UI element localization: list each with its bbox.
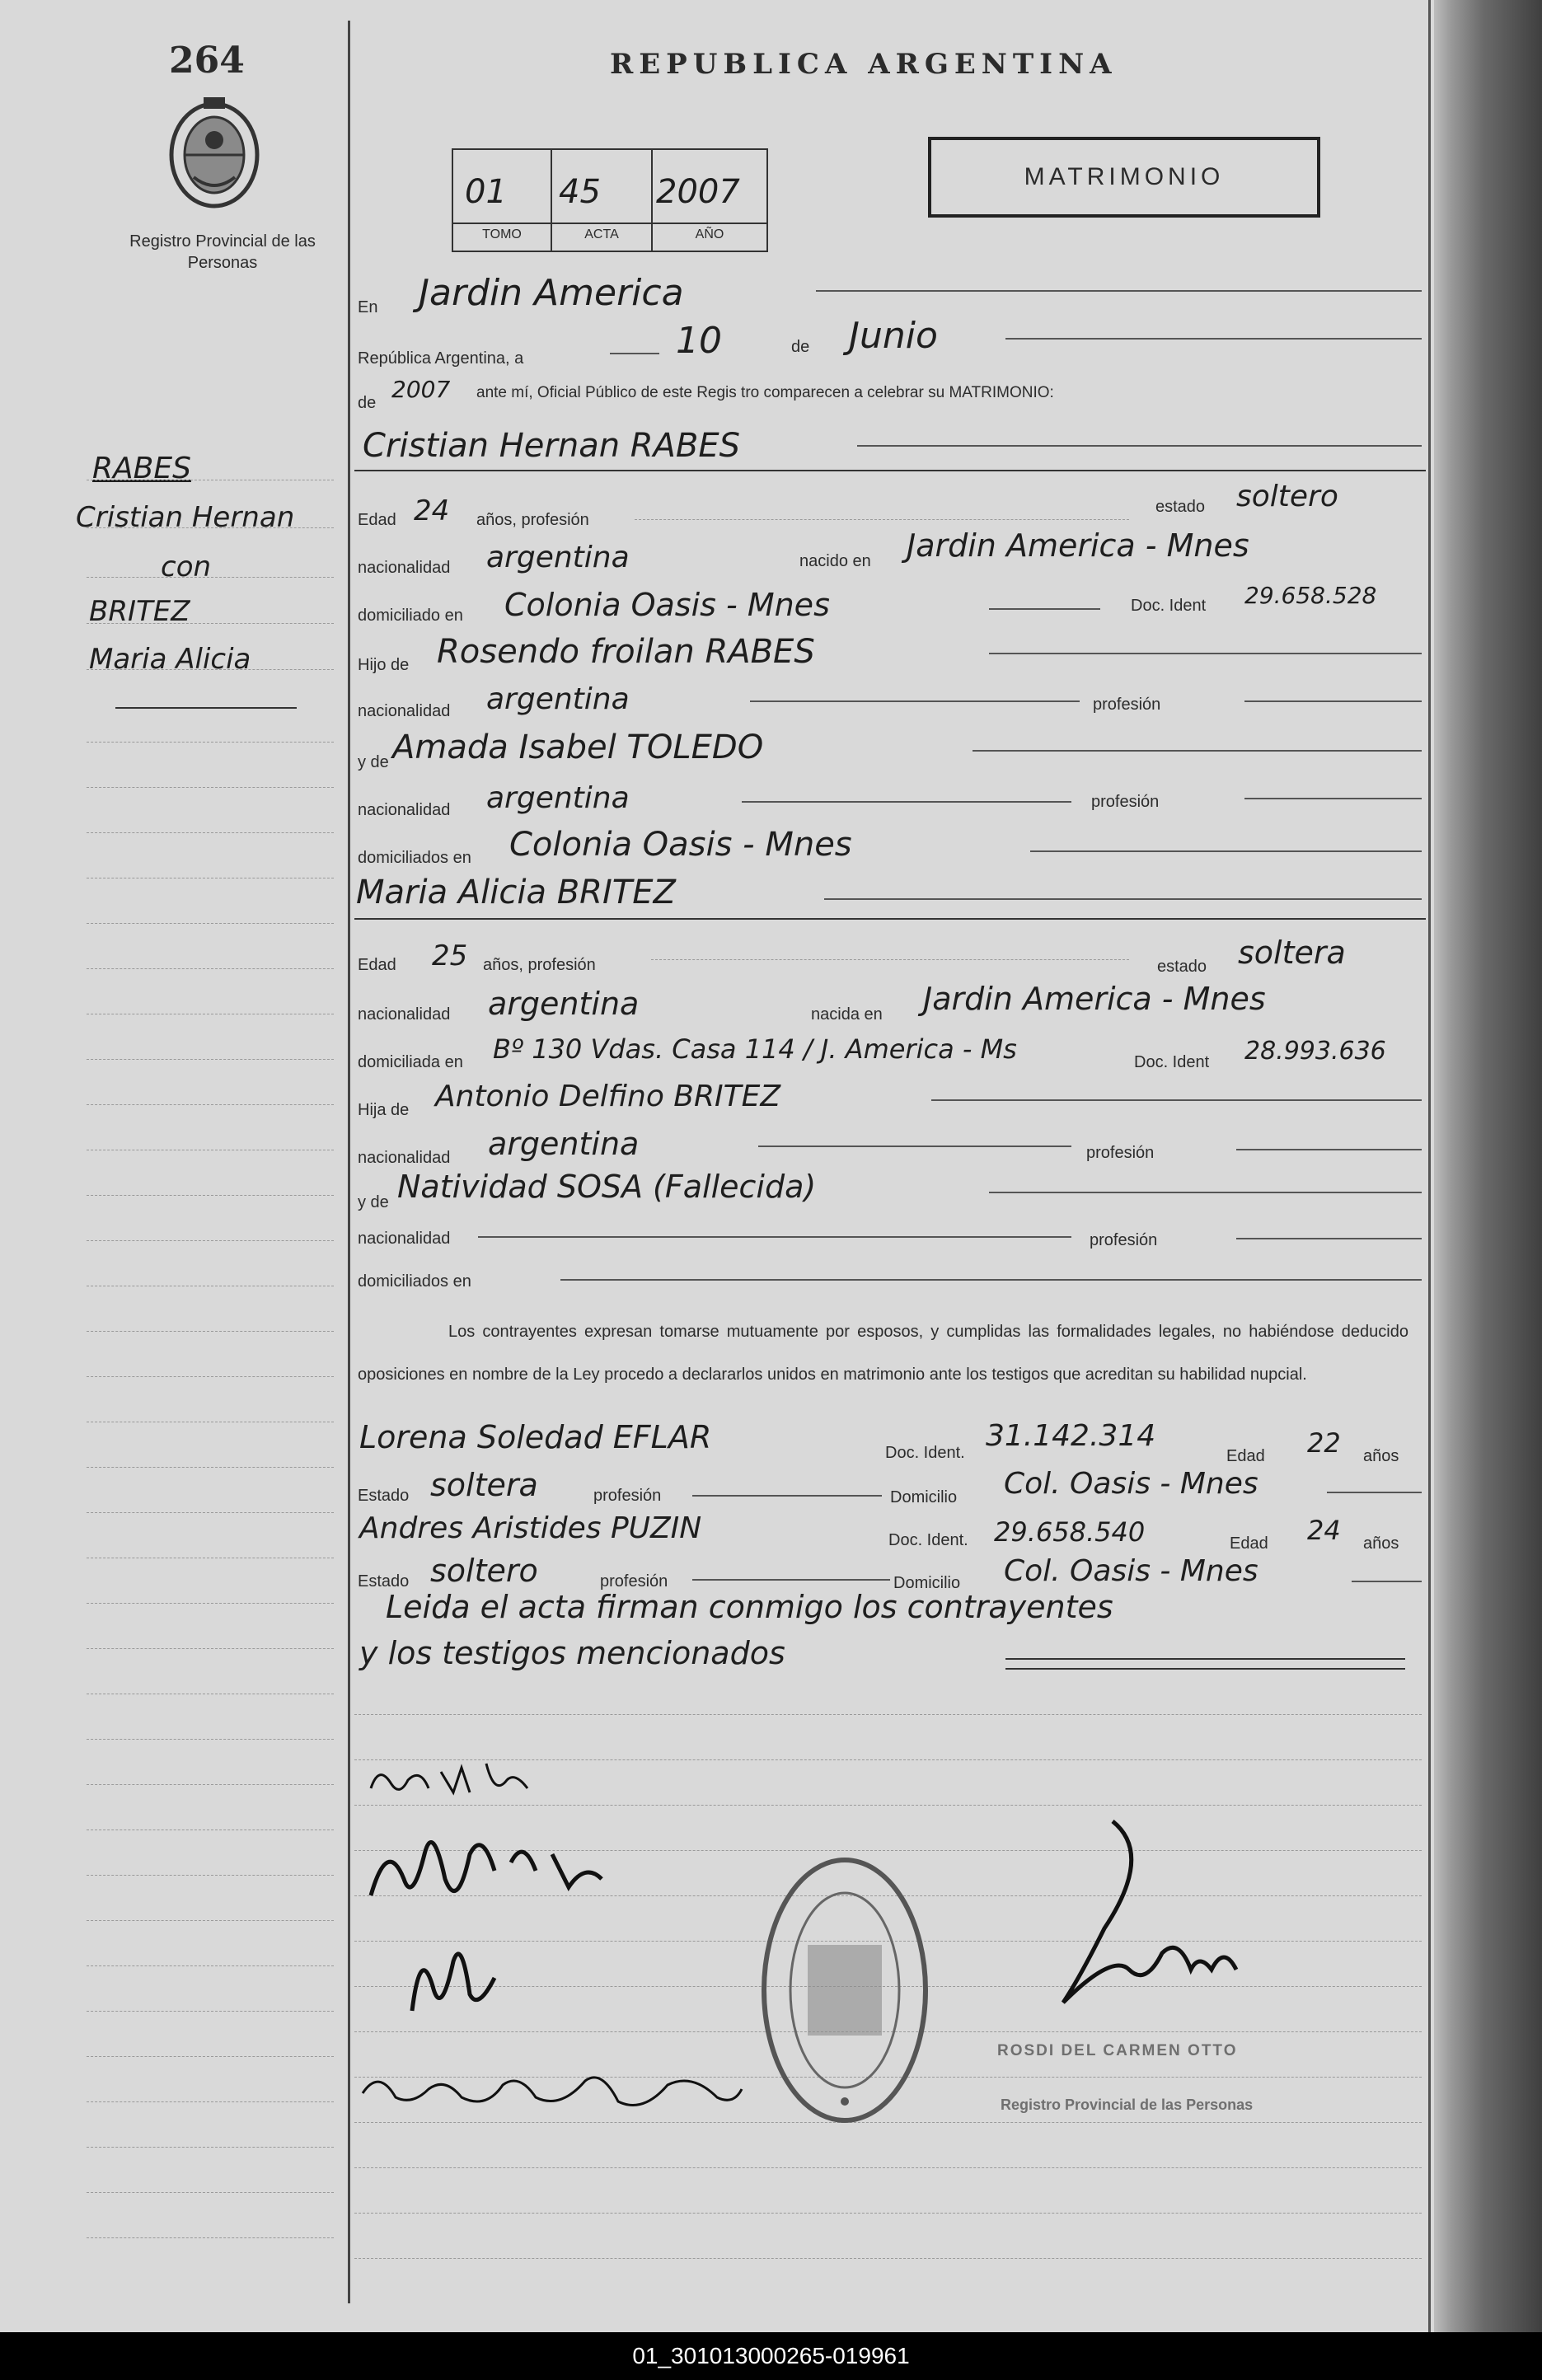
groom-domicilio: Colonia Oasis - Mnes — [504, 587, 830, 623]
witness2-doc: 29.658.540 — [994, 1516, 1146, 1548]
record-type: MATRIMONIO — [1024, 163, 1225, 190]
bride-estado: soltera — [1238, 935, 1346, 971]
de-label: de — [791, 338, 810, 356]
groom-doc-label: Doc. Ident — [1131, 597, 1207, 615]
bride-estado-label: estado — [1157, 958, 1207, 976]
groom-birthplace: Jardin America - Mnes — [907, 527, 1249, 564]
tomo-value: 01 — [465, 173, 507, 211]
record-number-box — [452, 148, 768, 252]
ceremony-day: 10 — [676, 320, 722, 362]
bride-nacionalidad-label: nacionalidad — [358, 1005, 451, 1024]
bride-father: Antonio Delfino BRITEZ — [435, 1080, 781, 1113]
ceremony-year: 2007 — [391, 376, 451, 403]
bride-father-nac: argentina — [488, 1126, 640, 1162]
de-year-label: de — [358, 394, 377, 412]
groom-yde-label: y de — [358, 753, 389, 771]
witness2-name: Andres Aristides PUZIN — [359, 1511, 702, 1545]
bride-mother-prof-label: profesión — [1090, 1231, 1158, 1249]
groom-nacionalidad-label: nacionalidad — [358, 559, 451, 577]
en-label: En — [358, 298, 378, 316]
bride-yde-label: y de — [358, 1193, 389, 1211]
record-type-box — [928, 137, 1320, 218]
ceremony-month: Junio — [849, 315, 938, 357]
bride-hija-label: Hija de — [358, 1101, 410, 1119]
bride-domicilio-label: domiciliada en — [358, 1053, 463, 1071]
witness1-doc-label: Doc. Ident. — [885, 1444, 965, 1462]
witness2-anos-label: años — [1363, 1534, 1399, 1553]
groom-mother-prof-label: profesión — [1091, 793, 1160, 811]
country-title: REPUBLICA ARGENTINA — [610, 48, 1118, 81]
acta-label: ACTA — [584, 227, 619, 241]
bride-parents-dom-label: domiciliados en — [358, 1272, 471, 1291]
bride-doc: 28.993.636 — [1244, 1037, 1386, 1066]
page-right-border — [1428, 0, 1431, 2332]
bride-domicilio: Bº 130 Vdas. Casa 114 / J. America - Ms — [493, 1033, 1017, 1065]
closing-line2: y los testigos mencionados — [359, 1635, 785, 1671]
margin-name-bride: Maria Alicia — [89, 643, 251, 676]
witness2-doc-label: Doc. Ident. — [888, 1531, 968, 1549]
registry-name: Registro Provincial de las Personas — [129, 232, 316, 272]
tomo-label: TOMO — [482, 227, 522, 241]
republica-label: República Argentina, a — [358, 349, 524, 368]
ceremony-place: Jardin America — [419, 272, 684, 314]
witness1-estado-label: Estado — [358, 1487, 410, 1505]
groom-nacionalidad: argentina — [486, 541, 630, 574]
margin-name-groom: Cristian Hernan — [76, 501, 295, 534]
page-number: 264 — [169, 40, 245, 82]
groom-edad-label: Edad — [358, 511, 396, 529]
witness2-signature-icon — [396, 1928, 511, 2027]
bride-name: Maria Alicia BRITEZ — [356, 874, 676, 911]
witness1-signature-icon — [354, 2052, 750, 2126]
footer-id: 01_301013000265-019961 — [632, 2343, 910, 2368]
witness1-anos-label: años — [1363, 1447, 1399, 1465]
bride-nacionalidad: argentina — [488, 986, 640, 1022]
margin-con: con — [161, 550, 212, 583]
book-edge — [1434, 0, 1542, 2332]
coat-of-arms-icon — [161, 91, 268, 214]
acta-value: 45 — [559, 173, 601, 211]
witness2-estado-label: Estado — [358, 1572, 410, 1591]
image-id-footer — [0, 2332, 1542, 2380]
ano-label: AÑO — [695, 227, 724, 241]
groom-estado-label: estado — [1155, 498, 1206, 516]
witness1-edad-label: Edad — [1226, 1447, 1265, 1465]
margin-surname-bride: BRITEZ — [89, 595, 190, 628]
margin-note-underline — [115, 707, 297, 709]
witness1-doc: 31.142.314 — [986, 1419, 1156, 1453]
groom-mother-nac: argentina — [486, 781, 630, 815]
groom-parents-dom: Colonia Oasis - Mnes — [509, 826, 852, 864]
groom-domicilio-label: domiciliado en — [358, 607, 463, 625]
witness2-estado: soltero — [430, 1553, 538, 1589]
bride-age: 25 — [432, 939, 468, 972]
bride-anos-profesion-label: años, profesión — [483, 956, 596, 974]
witness2-domicilio: Col. Oasis - Mnes — [1004, 1554, 1258, 1588]
groom-signature-icon — [363, 1747, 560, 1813]
bride-nacida-label: nacida en — [811, 1005, 883, 1024]
witness2-age: 24 — [1307, 1515, 1341, 1546]
witness1-domicilio: Col. Oasis - Mnes — [1004, 1467, 1258, 1501]
bride-father-nac-label: nacionalidad — [358, 1149, 451, 1167]
witness1-prof-label: profesión — [593, 1487, 662, 1505]
margin-divider — [348, 21, 350, 2303]
bride-birthplace: Jardin America - Mnes — [923, 981, 1266, 1017]
groom-anos-profesion-label: años, profesión — [476, 511, 589, 529]
groom-father-prof-label: profesión — [1093, 696, 1161, 714]
official-registry-stamp: Registro Provincial de las Personas — [1001, 2097, 1254, 2113]
witness2-prof-label: profesión — [600, 1572, 668, 1591]
groom-parents-dom-label: domiciliados en — [358, 849, 471, 867]
official-name-stamp: ROSDI DEL CARMEN OTTO — [997, 2042, 1238, 2059]
witness1-name: Lorena Soledad EFLAR — [359, 1419, 712, 1455]
bride-signature-icon — [354, 1805, 618, 1920]
official-round-stamp-icon — [758, 1854, 931, 2126]
ano-value: 2007 — [656, 173, 740, 211]
groom-nacido-label: nacido en — [799, 552, 871, 570]
declaration-text: Los contrayentes expresan tomarse mutuamente por esposos, y cumplidas las formalidades legales, no habiéndose deducido oposiciones en nombre de la Ley procedo a declararlos unidos en matrimonio ante los testigos que acreditan su habilidad nupcial. — [358, 1323, 1408, 1384]
groom-mother-nac-label: nacionalidad — [358, 801, 451, 819]
bride-mother-nac-label: nacionalidad — [358, 1230, 451, 1248]
witness1-dom-label: Domicilio — [890, 1488, 958, 1506]
bride-doc-label: Doc. Ident — [1134, 1053, 1210, 1071]
groom-name: Cristian Hernan RABES — [363, 427, 741, 465]
groom-hijo-label: Hijo de — [358, 656, 410, 674]
official-signature-icon — [1014, 1805, 1261, 2019]
witness1-age: 22 — [1307, 1427, 1341, 1459]
groom-age: 24 — [414, 494, 450, 527]
groom-estado: soltero — [1236, 480, 1338, 513]
intro-text: ante mí, Oficial Público de este Regis tro comparecen a celebrar su MATRIMONIO: — [476, 384, 1054, 401]
groom-father: Rosendo froilan RABES — [437, 633, 815, 671]
groom-doc: 29.658.528 — [1244, 582, 1377, 609]
witness2-edad-label: Edad — [1230, 1534, 1268, 1553]
groom-father-nac-label: nacionalidad — [358, 702, 451, 720]
bride-edad-label: Edad — [358, 956, 396, 974]
closing-line1: Leida el acta firman conmigo los contrayentes — [386, 1589, 1113, 1625]
margin-surname-groom: RABES — [92, 452, 191, 485]
bride-mother: Natividad SOSA (Fallecida) — [397, 1169, 817, 1205]
groom-father-nac: argentina — [486, 682, 630, 716]
groom-mother: Amada Isabel TOLEDO — [392, 729, 764, 766]
witness1-estado: soltera — [430, 1467, 538, 1503]
bride-father-prof-label: profesión — [1086, 1144, 1155, 1162]
witness2-dom-label: Domicilio — [893, 1574, 961, 1592]
